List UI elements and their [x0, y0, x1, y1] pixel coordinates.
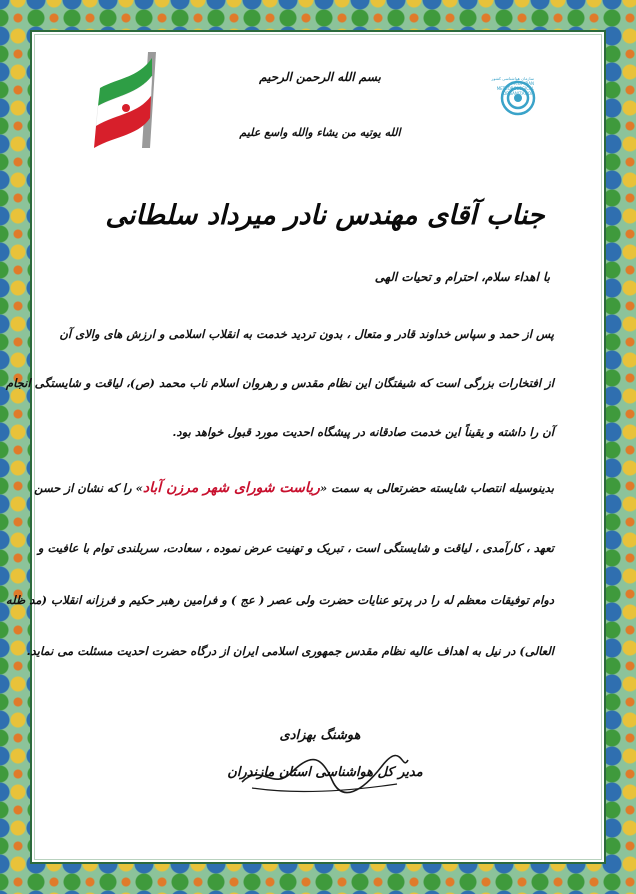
- recipient-title: جناب آقای مهندس نادر میرداد سلطانی: [105, 200, 545, 231]
- body-paragraph-line: تعهد ، کارآمدی ، لیاقت و شایستگی است ، تبریک و تهنیت عرض نموده ، سعادت، سربلندی توام با عافیت و: [37, 541, 554, 555]
- quran-verse: الله یوتیه من یشاء والله واسع علیم: [239, 126, 401, 139]
- appointment-line: [34, 480, 554, 496]
- appointment-text-after: » را که نشان از حسن: [34, 481, 143, 495]
- greeting-line: با اهداء سلام، احترام و تحیات الهی: [374, 270, 550, 284]
- body-paragraph-line: آن را داشته و یقیناً این خدمت صادقانه در پیشگاه احدیت مورد قبول خواهد بود.: [172, 425, 554, 439]
- signer-name: هوشنگ بهزادی: [279, 728, 361, 743]
- logo-line: METEOROLOGICAL: [496, 86, 534, 91]
- body-paragraph-line: پس از حمد و سپاس خداوند قادر و متعال ، بدون تردید خدمت به انقلاب اسلامی و ارزش های والای آن: [59, 327, 554, 341]
- body-paragraph-line: از افتخارات بزرگی است که شیفتگان این نظام مقدس و رهروان اسلام ناب محمد (ص)، لیاقت و شایستگی انجام: [5, 376, 554, 390]
- appointment-position-highlight: ریاست شورای شهر مرزن آباد: [142, 480, 320, 496]
- logo-line: سازمان هواشناسی کشور: [491, 76, 534, 81]
- appointment-text-before: بدینوسیله انتصاب شایسته حضرتعالی به سمت «: [319, 481, 554, 495]
- logo-line: I.R.OF IRAN: [511, 81, 534, 86]
- logo-text: [470, 76, 534, 96]
- bismillah-heading: بسم الله الرحمن الرحیم: [259, 70, 381, 84]
- signer-title: مدیر کل هواشناسی استان مازندران: [227, 765, 423, 780]
- iran-flag-icon: [78, 48, 188, 178]
- logo-line: ORGANIZATION: [503, 91, 534, 96]
- body-paragraph-line: دوام توفیقات معظم له را در پرتو عنایات حضرت ولی عصر ( عج ) و فرامین رهبر حکیم و فرزانه انقلاب (مد ظله: [5, 593, 554, 607]
- body-paragraph-line: العالی) در نیل به اهداف عالیه نظام مقدس جمهوری اسلامی ایران از درگاه حضرت احدیت مسئلت می نماید.: [26, 644, 554, 658]
